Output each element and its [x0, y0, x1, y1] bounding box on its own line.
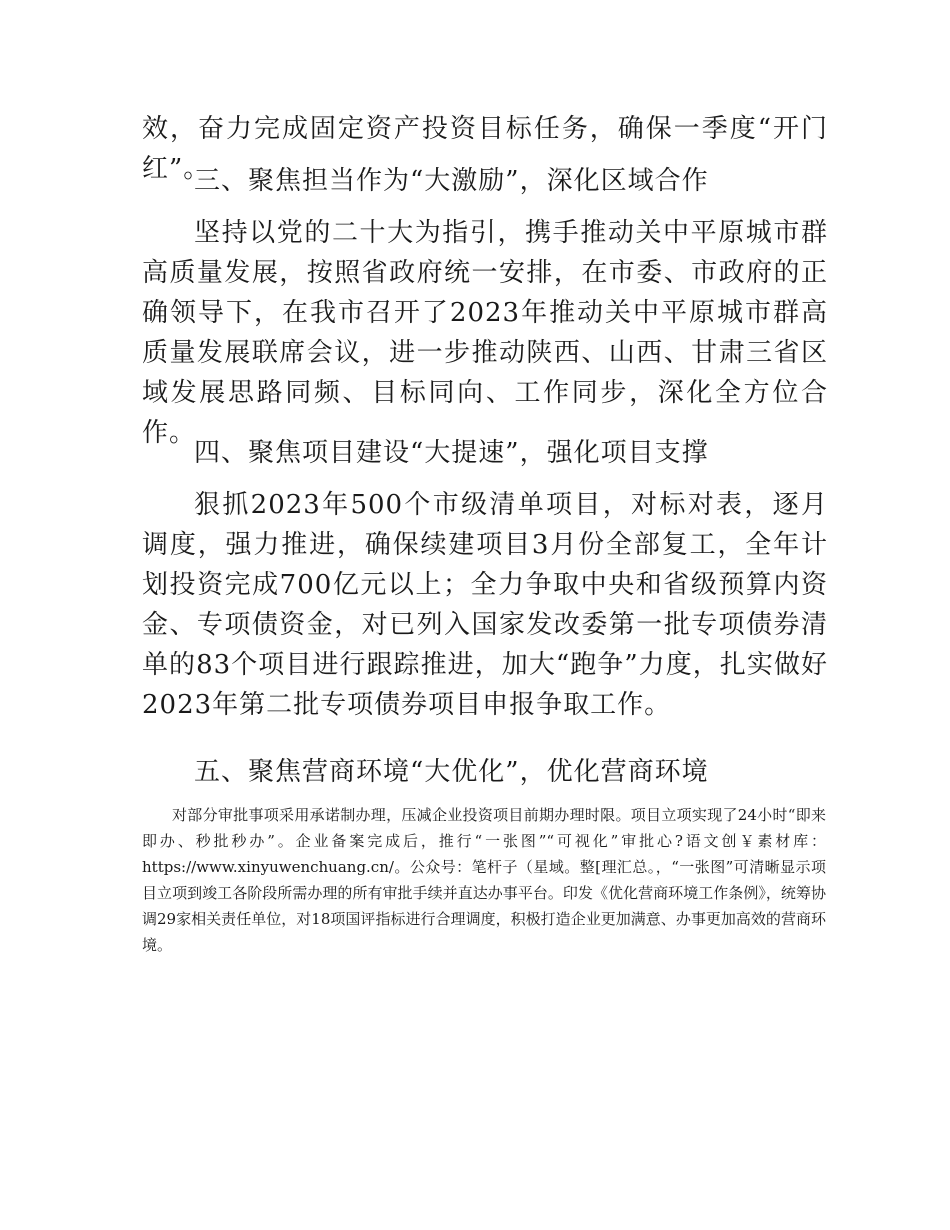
section-paragraph-3: 坚持以党的二十大为指引，携手推动关中平原城市群高质量发展，按照省政府统一安排，在市委、市政府的正确领导下，在我市召开了2023年推动关中平原城市群高质量发展联席会议，进一步推动陕西、山西、甘肃三省区域发展思路同频、目标同向、工作同步，深化全方位合作。	[142, 218, 828, 448]
section-paragraph-5: 对部分审批事项采用承诺制办理，压减企业投资项目前期办理时限。项目立项实现了24小时“即来即办、秒批秒办”。企业备案完成后，推行“一张图”“可视化”审批心?语文创￥素材库：https://www.xinyuwenchuang.cn/。公众号：笔杆子（星域。整[理汇总。，“一张图”可清晰显示项目立项到竣工各阶段所需办理的所有审批手续并直达办事平台。印发《优化营商环境工作条例》，统筹协调29家相关责任单位，对18项国评指标进行合理调度，积极打造企业更加满意、办事更加高效的营商环境。	[142, 806, 826, 954]
intro-line: 效，奋力完成固定资产投资目标任务，确保一季度“开门红”。	[142, 114, 828, 184]
section-paragraph-4: 狠抓2023年500个市级清单项目，对标对表，逐月调度，强力推进，确保续建项目3月份全部复工，全年计划投资完成700亿元以上；全力争取中央和省级预算内资金、专项债资金，对已列入国家发改委第一批专项债券清单的83个项目进行跟踪推进，加大“跑争”力度，扎实做好2023年第二批专项债券项目申报争取工作。	[142, 490, 828, 720]
section-heading-4: 四、聚焦项目建设“大提速”，强化项目支撑	[194, 438, 709, 468]
section-heading-5: 五、聚焦营商环境“大优化”，优化营商环境	[194, 757, 709, 787]
section-heading-3: 三、聚焦担当作为“大激励”，深化区域合作	[194, 166, 709, 196]
